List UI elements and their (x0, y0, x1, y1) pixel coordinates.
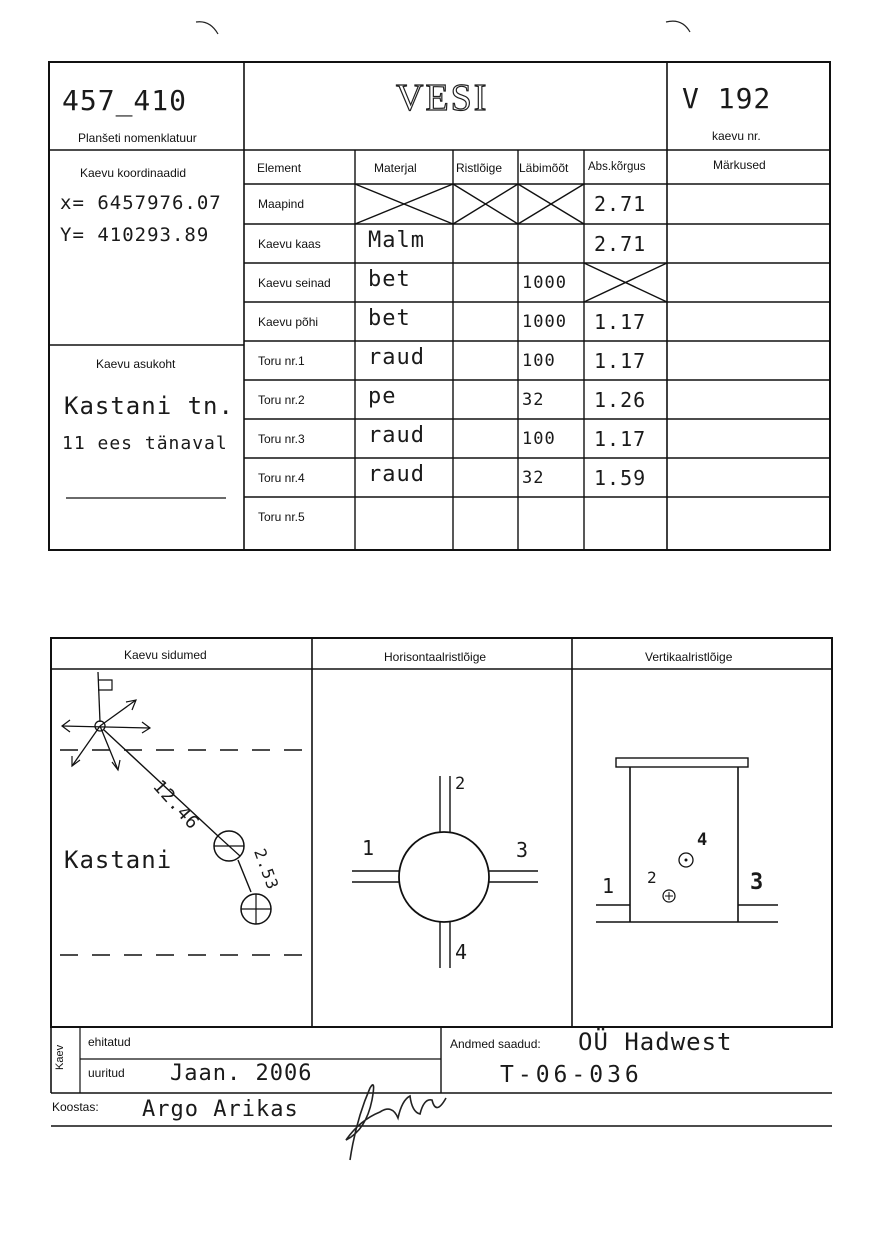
well-number-value: V 192 (682, 82, 772, 115)
column-header-element: Element (257, 161, 302, 175)
row-element-label: Toru nr.2 (258, 393, 305, 407)
row-element-label: Kaevu põhi (258, 315, 319, 329)
vertical-pipe-2-label: 2 (647, 868, 658, 887)
coordinate-y: Y= 410293.89 (60, 224, 210, 246)
horizontal-pipe-3-label: 3 (516, 838, 530, 862)
location-line-2: 11 ees tänaval (62, 433, 228, 454)
row-height-value: 1.59 (594, 466, 647, 490)
data-source-value: OÜ Hadwest (578, 1028, 733, 1056)
vertical-section-label: Vertikaalristlõige (645, 650, 733, 664)
page-title: VESI (396, 77, 489, 119)
built-label: ehitatud (88, 1035, 131, 1049)
row-diameter-value: 100 (522, 351, 556, 371)
vertical-pipe-1-label: 1 (602, 874, 616, 898)
nomenclature-label: Planšeti nomenklatuur (78, 131, 197, 145)
column-header-abs-height: Abs.kõrgus (588, 161, 646, 173)
row-diameter-value: 1000 (522, 273, 567, 293)
horizontal-section-label: Horisontaalristlõige (384, 650, 487, 664)
row-element-label: Kaevu kaas (258, 237, 321, 251)
column-header-remarks: Märkused (713, 158, 766, 172)
row-element-label: Kaevu seinad (258, 276, 331, 290)
row-material-value: raud (368, 462, 425, 487)
coordinates-label: Kaevu koordinaadid (80, 166, 187, 180)
row-height-value: 1.17 (594, 427, 647, 451)
coordinate-x: x= 6457976.07 (60, 192, 222, 214)
horizontal-pipe-4-label: 4 (455, 940, 469, 964)
row-height-value: 1.17 (594, 349, 647, 373)
well-side-label: Kaev (54, 1044, 66, 1070)
row-element-label: Toru nr.1 (258, 354, 305, 368)
row-height-value: 1.26 (594, 388, 647, 412)
row-diameter-value: 32 (522, 468, 545, 488)
row-element-label: Toru nr.3 (258, 432, 305, 446)
row-element-label: Toru nr.5 (258, 510, 305, 524)
row-material-value: raud (368, 423, 425, 448)
row-material-value: bet (368, 306, 411, 331)
location-label: Kaevu asukoht (96, 357, 176, 371)
location-line-1: Kastani tn. (64, 392, 234, 420)
row-height-value: 2.71 (594, 232, 647, 256)
nomenclature-value: 457_410 (62, 84, 188, 117)
row-diameter-value: 32 (522, 390, 545, 410)
vertical-pipe-3-label: 3 (750, 870, 765, 895)
horizontal-pipe-1-label: 1 (362, 836, 376, 860)
row-material-value: Malm (368, 228, 425, 253)
column-header-material: Materjal (374, 161, 417, 175)
row-diameter-value: 100 (522, 429, 556, 449)
data-source-label: Andmed saadud: (450, 1037, 541, 1051)
row-material-value: pe (368, 384, 397, 409)
surveyed-label: uuritud (88, 1066, 125, 1080)
compiled-by-label: Koostas: (52, 1100, 99, 1114)
column-header-diameter: Läbimõõt (519, 161, 569, 175)
vertical-pipe-4-label: 4 (697, 830, 709, 850)
column-header-cross-section: Ristlõige (456, 161, 503, 175)
row-height-value: 1.17 (594, 310, 647, 334)
row-element-label: Maapind (258, 197, 305, 211)
row-diameter-value: 1000 (522, 312, 567, 332)
row-height-value: 2.71 (594, 192, 647, 216)
row-material-value: bet (368, 267, 411, 292)
data-reference: T-06-036 (500, 1062, 643, 1088)
surveyed-value: Jaan. 2006 (170, 1061, 313, 1086)
row-material-value: raud (368, 345, 425, 370)
street-name: Kastani (64, 846, 173, 874)
well-number-label: kaevu nr. (712, 129, 761, 143)
ties-label: Kaevu sidumed (124, 648, 207, 662)
horizontal-pipe-2-label: 2 (455, 774, 467, 794)
compiled-by-value: Argo Arikas (142, 1097, 299, 1122)
tie-distance-1: 12.46 (148, 776, 204, 835)
row-element-label: Toru nr.4 (258, 471, 305, 485)
tie-distance-2: 2.53 (250, 846, 283, 893)
